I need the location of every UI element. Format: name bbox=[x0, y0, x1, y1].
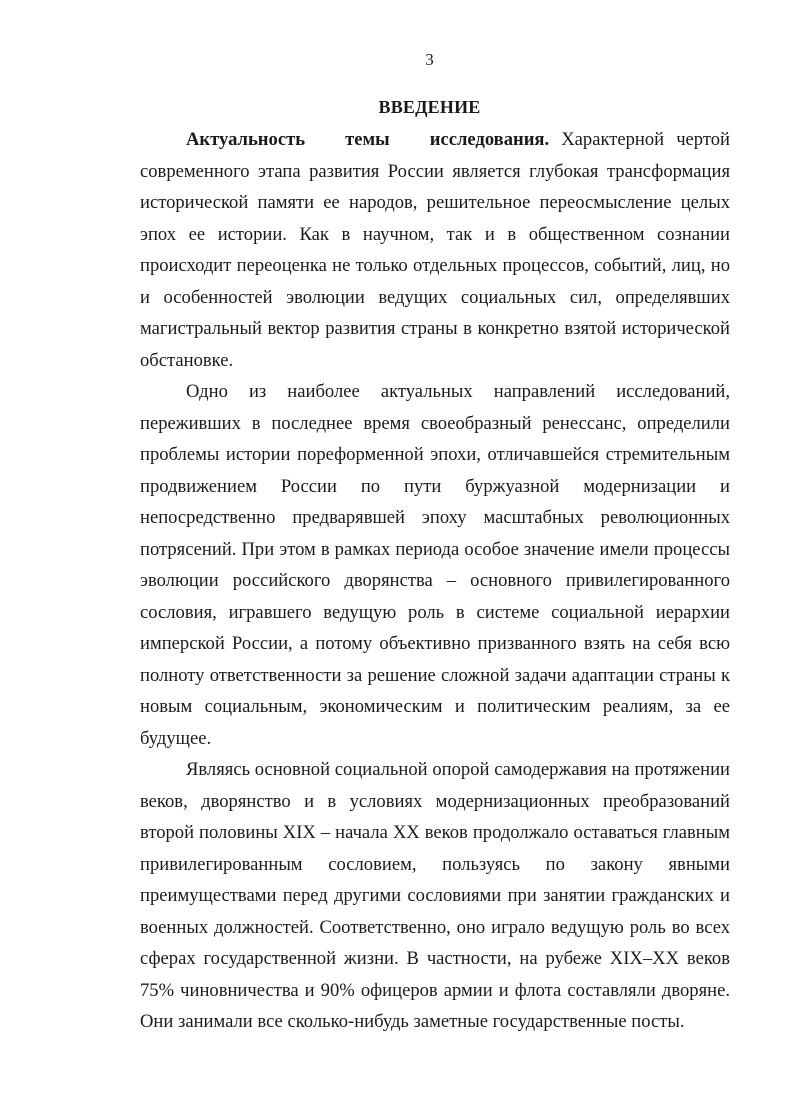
page-number: 3 bbox=[425, 50, 434, 69]
paragraph-1 bbox=[140, 124, 730, 376]
paragraph-lead: Актуальность темы исследования. bbox=[186, 129, 550, 150]
body-text bbox=[140, 124, 730, 1038]
paragraph-2 bbox=[140, 376, 730, 754]
paragraph-text: Характерной чертой современного этапа развития России является глубокая трансформация исторической памяти ее народов, решительное переосмысление целых эпох ее истории. Как в научном, так и в общественном сознании происходит переоценка не только отдельных процессов, событий, лиц, но и особенностей эволюции ведущих социальных сил, определявших магистральный вектор развития страны в конкретно взятой исторической обстановке. bbox=[140, 129, 730, 371]
paragraph-3 bbox=[140, 754, 730, 1038]
paragraph-text: Являясь основной социальной опорой самодержавия на протяжении веков, дворянство и в условиях модернизационных преобразований второй половины XIX – начала XX веков продолжало оставаться главным привилегированным сословием, пользуясь по закону явными преимуществами перед другими сословиями при занятии гражданских и военных должностей. Соответственно, оно играло ведущую роль во всех сферах государственной жизни. В частности, на рубеже XIX–XX веков 75% чиновничества и 90% офицеров армии и флота составляли дворяне. Они занимали все сколько-нибудь заметные государственные посты. bbox=[140, 759, 730, 1032]
paragraph-text: Одно из наиболее актуальных направлений исследований, переживших в последнее время своеобразный ренессанс, определили проблемы истории пореформенной эпохи, отличавшейся стремительным продвижением России по пути буржуазной модернизации и непосредственно предварявшей эпоху масштабных революционных потрясений. При этом в рамках периода особое значение имели процессы эволюции российского дворянства – основного привилегированного сословия, игравшего ведущую роль в системе социальной иерархии имперской России, а потому объективно призванного взять на себя всю полноту ответственности за решение сложной задачи адаптации страны к новым социальным, экономическим и политическим реалиям, за ее будущее. bbox=[140, 381, 730, 749]
section-heading: ВВЕДЕНИЕ bbox=[378, 97, 481, 117]
